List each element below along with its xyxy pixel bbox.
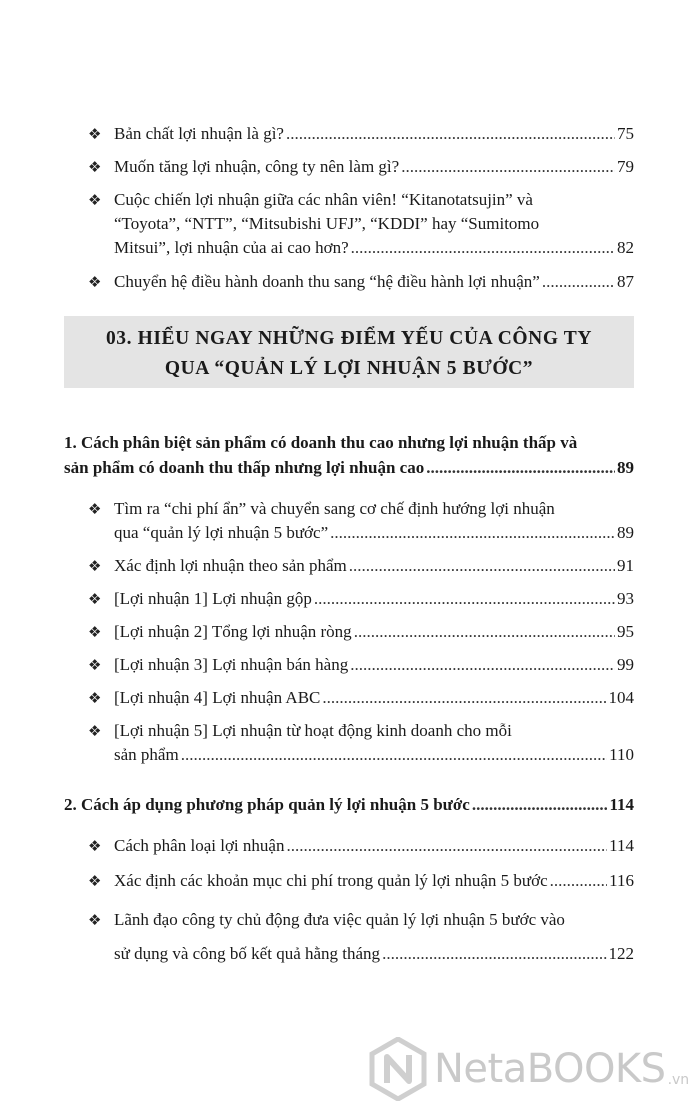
diamond-bullet-icon: ❖	[88, 837, 102, 855]
toc-entry[interactable]	[88, 270, 634, 294]
diamond-bullet-icon: ❖	[88, 158, 102, 176]
diamond-bullet-icon: ❖	[88, 872, 102, 890]
toc-page-number: 114	[609, 836, 634, 855]
toc-entry-title: [Lợi nhuận 2] Tổng lợi nhuận ròng	[114, 622, 352, 641]
toc-section-title-line1: 1. Cách phân biệt sản phẩm có doanh thu cao nhưng lợi nhuận thấp và	[64, 433, 578, 452]
toc-entry-title-line2: “Toyota”, “NTT”, “Mitsubishi UFJ”, “KDDI” hay “Sumitomo	[114, 214, 540, 233]
toc-page-number: 79	[617, 157, 634, 176]
watermark-suffix: .vn	[667, 1072, 690, 1088]
toc-entry[interactable]	[88, 869, 634, 893]
toc-entry-title-line1: Lãnh đạo công ty chủ động đưa việc quản lý lợi nhuận 5 bước vào	[114, 910, 565, 929]
toc-entry-title: Xác định lợi nhuận theo sản phẩm	[114, 556, 347, 575]
watermark-brand: NetaBOOKS	[434, 1046, 666, 1092]
toc-entry-title: Muốn tăng lợi nhuận, công ty nên làm gì?	[114, 157, 400, 176]
toc-page-number: 89	[617, 523, 634, 542]
toc-entry[interactable]	[88, 122, 634, 146]
toc-entry-title: [Lợi nhuận 1] Lợi nhuận gộp	[114, 589, 312, 608]
toc-entry[interactable]	[88, 155, 634, 179]
netabooks-watermark	[368, 1034, 698, 1104]
toc-section[interactable]	[64, 792, 634, 817]
toc-page-number: 104	[608, 688, 634, 707]
toc-section-title: 2. Cách áp dụng phương pháp quản lý lợi nhuận 5 bước	[64, 795, 470, 814]
toc-page-number: 99	[617, 655, 634, 674]
diamond-bullet-icon: ❖	[88, 500, 102, 518]
diamond-bullet-icon: ❖	[88, 191, 102, 209]
toc-section-title-line2: sản phẩm có doanh thu thấp nhưng lợi nhuận cao	[64, 458, 425, 477]
toc-entry-title: Chuyển hệ điều hành doanh thu sang “hệ điều hành lợi nhuận”	[114, 272, 540, 291]
chapter-heading-line1: 03. HIỂU NGAY NHỮNG ĐIỂM YẾU CỦA CÔNG TY	[105, 328, 593, 349]
toc-entry-title-line1: [Lợi nhuận 5] Lợi nhuận từ hoạt động kinh doanh cho mỗi	[114, 721, 512, 740]
toc-entry-title: Xác định các khoản mục chi phí trong quản lý lợi nhuận 5 bước	[114, 871, 548, 890]
toc-entry-title-line2: sử dụng và công bố kết quả hằng tháng	[114, 944, 381, 963]
diamond-bullet-icon: ❖	[88, 911, 102, 929]
toc-section[interactable]	[64, 430, 634, 480]
diamond-bullet-icon: ❖	[88, 557, 102, 575]
chapter-heading	[64, 316, 634, 388]
toc-entry[interactable]	[88, 620, 634, 644]
toc-entry[interactable]	[88, 554, 634, 578]
toc-entry-title-line3: Mitsui”, lợi nhuận của ai cao hơn?	[114, 238, 349, 257]
toc-entry[interactable]	[88, 188, 634, 260]
toc-page-number: 95	[617, 622, 634, 641]
toc-page-number: 93	[617, 589, 634, 608]
toc-entry-title-line2: sản phẩm	[114, 745, 179, 764]
toc-entry[interactable]	[88, 834, 634, 858]
diamond-bullet-icon: ❖	[88, 656, 102, 674]
toc-page-number: 114	[609, 795, 634, 814]
toc-entry[interactable]	[88, 497, 634, 545]
toc-entry[interactable]	[88, 587, 634, 611]
diamond-bullet-icon: ❖	[88, 722, 102, 740]
toc-entry-title: Cách phân loại lợi nhuận	[114, 836, 285, 855]
toc-entry-title: Bản chất lợi nhuận là gì?	[114, 124, 284, 143]
toc-page-number: 122	[608, 944, 634, 963]
toc-page-number: 75	[617, 124, 634, 143]
toc-entry[interactable]	[88, 686, 634, 710]
diamond-bullet-icon: ❖	[88, 125, 102, 143]
toc-entry-title-line2: qua “quản lý lợi nhuận 5 bước”	[114, 523, 329, 542]
toc-page-number: 89	[617, 458, 634, 477]
toc-entry[interactable]	[88, 653, 634, 677]
toc-page-number: 87	[617, 272, 634, 291]
toc-entry[interactable]	[88, 719, 634, 767]
toc-entry-title: [Lợi nhuận 3] Lợi nhuận bán hàng	[114, 655, 349, 674]
toc-page-number: 110	[609, 745, 634, 764]
toc-page-number: 91	[617, 556, 634, 575]
diamond-bullet-icon: ❖	[88, 623, 102, 641]
chapter-heading-line2: QUA “QUẢN LÝ LỢI NHUẬN 5 BƯỚC”	[164, 358, 534, 379]
toc-entry[interactable]	[88, 903, 634, 971]
toc-entry-title-line1: Tìm ra “chi phí ẩn” và chuyển sang cơ chế định hướng lợi nhuận	[114, 499, 555, 518]
diamond-bullet-icon: ❖	[88, 273, 102, 291]
diamond-bullet-icon: ❖	[88, 689, 102, 707]
diamond-bullet-icon: ❖	[88, 590, 102, 608]
toc-entry-title-line1: Cuộc chiến lợi nhuận giữa các nhân viên! “Kitanotatsujin” và	[114, 190, 533, 209]
toc-page-number: 82	[617, 238, 634, 257]
netabooks-logo-icon	[368, 1037, 428, 1101]
toc-page-number: 116	[609, 871, 634, 890]
toc-entry-title: [Lợi nhuận 4] Lợi nhuận ABC	[114, 688, 321, 707]
